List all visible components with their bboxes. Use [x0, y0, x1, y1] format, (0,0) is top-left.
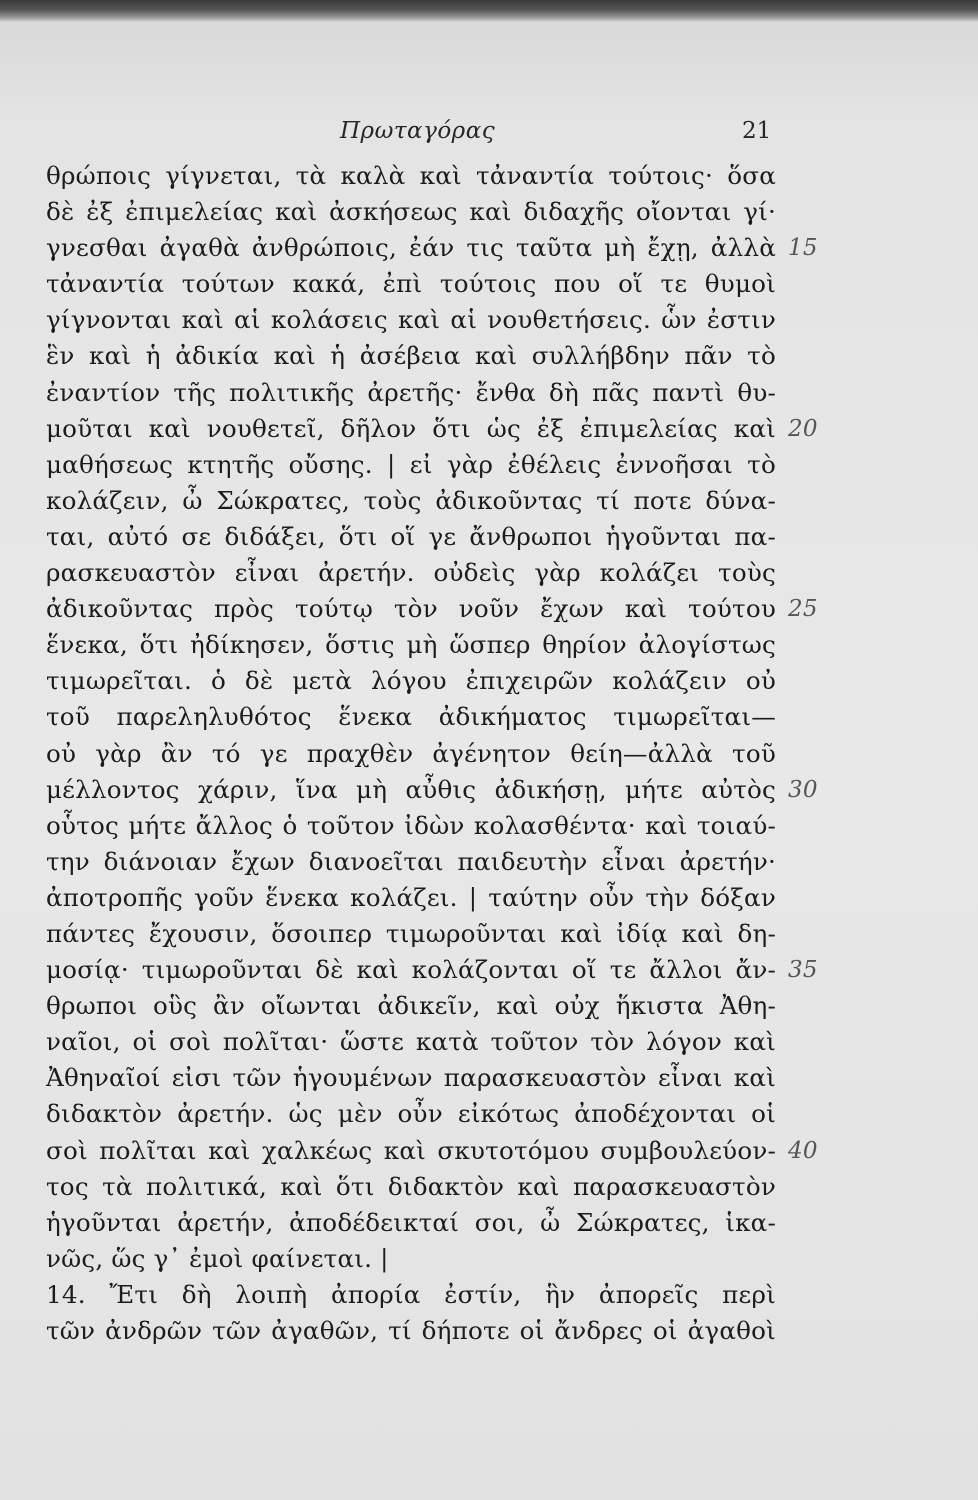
greek-text-body [46, 158, 818, 1349]
text-line [46, 555, 776, 591]
line-text: ἡγοῦνται ἀρετήν, ἀποδέδεικταί σοι, ὦ Σώκρατες, ἱκα- [46, 1207, 776, 1237]
line-text: τἀναντία τούτων κακά, ἐπὶ τούτοις που οἵ τε θυμοὶ [46, 269, 776, 299]
line-text: Ἀθηναῖοί εἰσι τῶν ἡγουμένων παρασκευαστὸν εἶναι καὶ [46, 1063, 776, 1093]
margin-line-number: 40 [788, 1137, 818, 1164]
text-line [46, 1277, 776, 1313]
text-line [46, 266, 776, 302]
text-line [46, 1060, 776, 1096]
text-line [46, 772, 818, 808]
line-text: ἀδικοῦντας πρὸς τούτῳ τὸν νοῦν ἔχων καὶ τούτου [46, 594, 776, 624]
text-line [46, 375, 776, 411]
text-line [46, 447, 776, 483]
text-line [46, 663, 776, 699]
text-line [46, 194, 776, 230]
text-line [46, 988, 776, 1024]
line-text: ται, αὐτό σε διδάξει, ὅτι οἵ γε ἄνθρωποι ἡγοῦνται πα- [46, 521, 776, 551]
line-text: πάντες ἔχουσιν, ὅσοιπερ τιμωροῦνται καὶ ἰδίᾳ καὶ δη- [46, 918, 776, 948]
text-line [46, 158, 776, 194]
text-line [46, 411, 818, 447]
line-text: ἐναντίον τῆς πολιτικῆς ἀρετῆς· ἔνθα δὴ πᾶς παντὶ θυ- [46, 377, 776, 407]
line-text: τιμωρεῖται. ὁ δὲ μετὰ λόγου ἐπιχειρῶν κολάζειν οὐ [46, 666, 776, 696]
page-number: 21 [742, 118, 772, 144]
text-line [46, 302, 776, 338]
running-title: Πρωταγόρας [340, 118, 496, 144]
line-text: μοῦται καὶ νουθετεῖ, δῆλον ὅτι ὡς ἐξ ἐπιμελείας καὶ [46, 413, 776, 443]
line-text: 14. Ἔτι δὴ λοιπὴ ἀπορία ἐστίν, ἣν ἀπορεῖς περὶ [46, 1279, 776, 1309]
text-line [46, 699, 776, 735]
top-page-edge [0, 0, 978, 22]
margin-line-number: 20 [788, 415, 818, 442]
line-text: διδακτὸν ἀρετήν. ὡς μὲν οὖν εἰκότως ἀποδέχονται οἱ [46, 1099, 776, 1129]
text-line [46, 808, 776, 844]
line-text: μοσίᾳ· τιμωροῦνται δὲ καὶ κολάζονται οἵ τε ἄλλοι ἄν- [46, 955, 776, 985]
line-text: νῶς, ὥς γ᾽ ἐμοὶ φαίνεται. | [46, 1243, 389, 1273]
text-line [46, 1024, 776, 1060]
line-text: σοὶ πολῖται καὶ χαλκέως καὶ σκυτοτόμου συμβουλεύον- [46, 1135, 776, 1165]
text-line [46, 230, 818, 266]
line-text: τος τὰ πολιτικά, καὶ ὅτι διδακτὸν καὶ παρασκευαστὸν [46, 1171, 776, 1201]
text-line [46, 880, 776, 916]
line-text: δὲ ἐξ ἐπιμελείας καὶ ἀσκήσεως καὶ διδαχῆς οἴονται γί· [46, 197, 776, 227]
line-text: θρώποις γίγνεται, τὰ καλὰ καὶ τἀναντία τούτοις· ὅσα [46, 161, 776, 190]
line-text: θρωποι οὓς ἂν οἴωνται ἀδικεῖν, καὶ οὐχ ἥκιστα Ἀθη- [46, 991, 776, 1021]
line-text: ἀποτροπῆς γοῦν ἕνεκα κολάζει. | ταύτην οὖν τὴν δόξαν [46, 882, 776, 912]
text-line [46, 736, 776, 772]
text-line [46, 483, 776, 519]
text-line [46, 627, 776, 663]
margin-line-number: 25 [788, 596, 818, 623]
line-text: τοῦ παρεληλυθότος ἕνεκα ἀδικήματος τιμωρεῖται— [46, 702, 776, 732]
line-text: μέλλοντος χάριν, ἵνα μὴ αὖθις ἀδικήσῃ, μήτε αὐτὸς [46, 774, 776, 804]
line-text: ρασκευαστὸν εἶναι ἀρετήν. οὐδεὶς γὰρ κολάζει τοὺς [46, 558, 776, 588]
text-line [46, 1205, 776, 1241]
page-header [0, 118, 978, 152]
line-text: μαθήσεως κτητῆς οὔσης. | εἰ γὰρ ἐθέλεις ἐννοῆσαι τὸ [46, 449, 776, 479]
text-line [46, 1133, 818, 1169]
text-line [46, 519, 776, 555]
text-line [46, 844, 776, 880]
line-text: οὐ γὰρ ἂν τό γε πραχθὲν ἀγένητον θείη—ἀλλὰ τοῦ [46, 738, 776, 768]
margin-line-number: 30 [788, 776, 818, 803]
text-line [46, 1241, 776, 1277]
line-text: ἓν καὶ ἡ ἀδικία καὶ ἡ ἀσέβεια καὶ συλλήβδην πᾶν τὸ [46, 341, 776, 371]
text-line [46, 1313, 776, 1349]
line-text: την διάνοιαν ἔχων διανοεῖται παιδευτὴν εἶναι ἀρετήν· [46, 846, 776, 876]
text-line [46, 952, 818, 988]
margin-line-number: 15 [788, 235, 818, 262]
line-text: ἕνεκα, ὅτι ἠδίκησεν, ὅστις μὴ ὥσπερ θηρίον ἀλογίστως [46, 630, 776, 660]
text-line [46, 916, 776, 952]
line-text: τῶν ἀνδρῶν τῶν ἀγαθῶν, τί δήποτε οἱ ἄνδρες οἱ ἀγαθοὶ [46, 1316, 776, 1345]
line-text: γνεσθαι ἀγαθὰ ἀνθρώποις, ἐάν τις ταῦτα μὴ ἔχῃ, ἀλλὰ [46, 233, 776, 263]
line-text: οὗτος μήτε ἄλλος ὁ τοῦτον ἰδὼν κολασθέντα· καὶ τοιαύ- [46, 810, 776, 840]
margin-line-number: 35 [788, 957, 818, 984]
text-line [46, 591, 818, 627]
line-text: ναῖοι, οἱ σοὶ πολῖται· ὥστε κατὰ τοῦτον τὸν λόγον καὶ [46, 1027, 776, 1057]
line-text: γίγνονται καὶ αἱ κολάσεις καὶ αἱ νουθετήσεις. ὧν ἐστιν [46, 305, 776, 335]
text-line [46, 1169, 776, 1205]
text-line [46, 1096, 776, 1132]
line-text: κολάζειν, ὦ Σώκρατες, τοὺς ἀδικοῦντας τί ποτε δύνα- [46, 485, 776, 515]
text-line [46, 338, 776, 374]
